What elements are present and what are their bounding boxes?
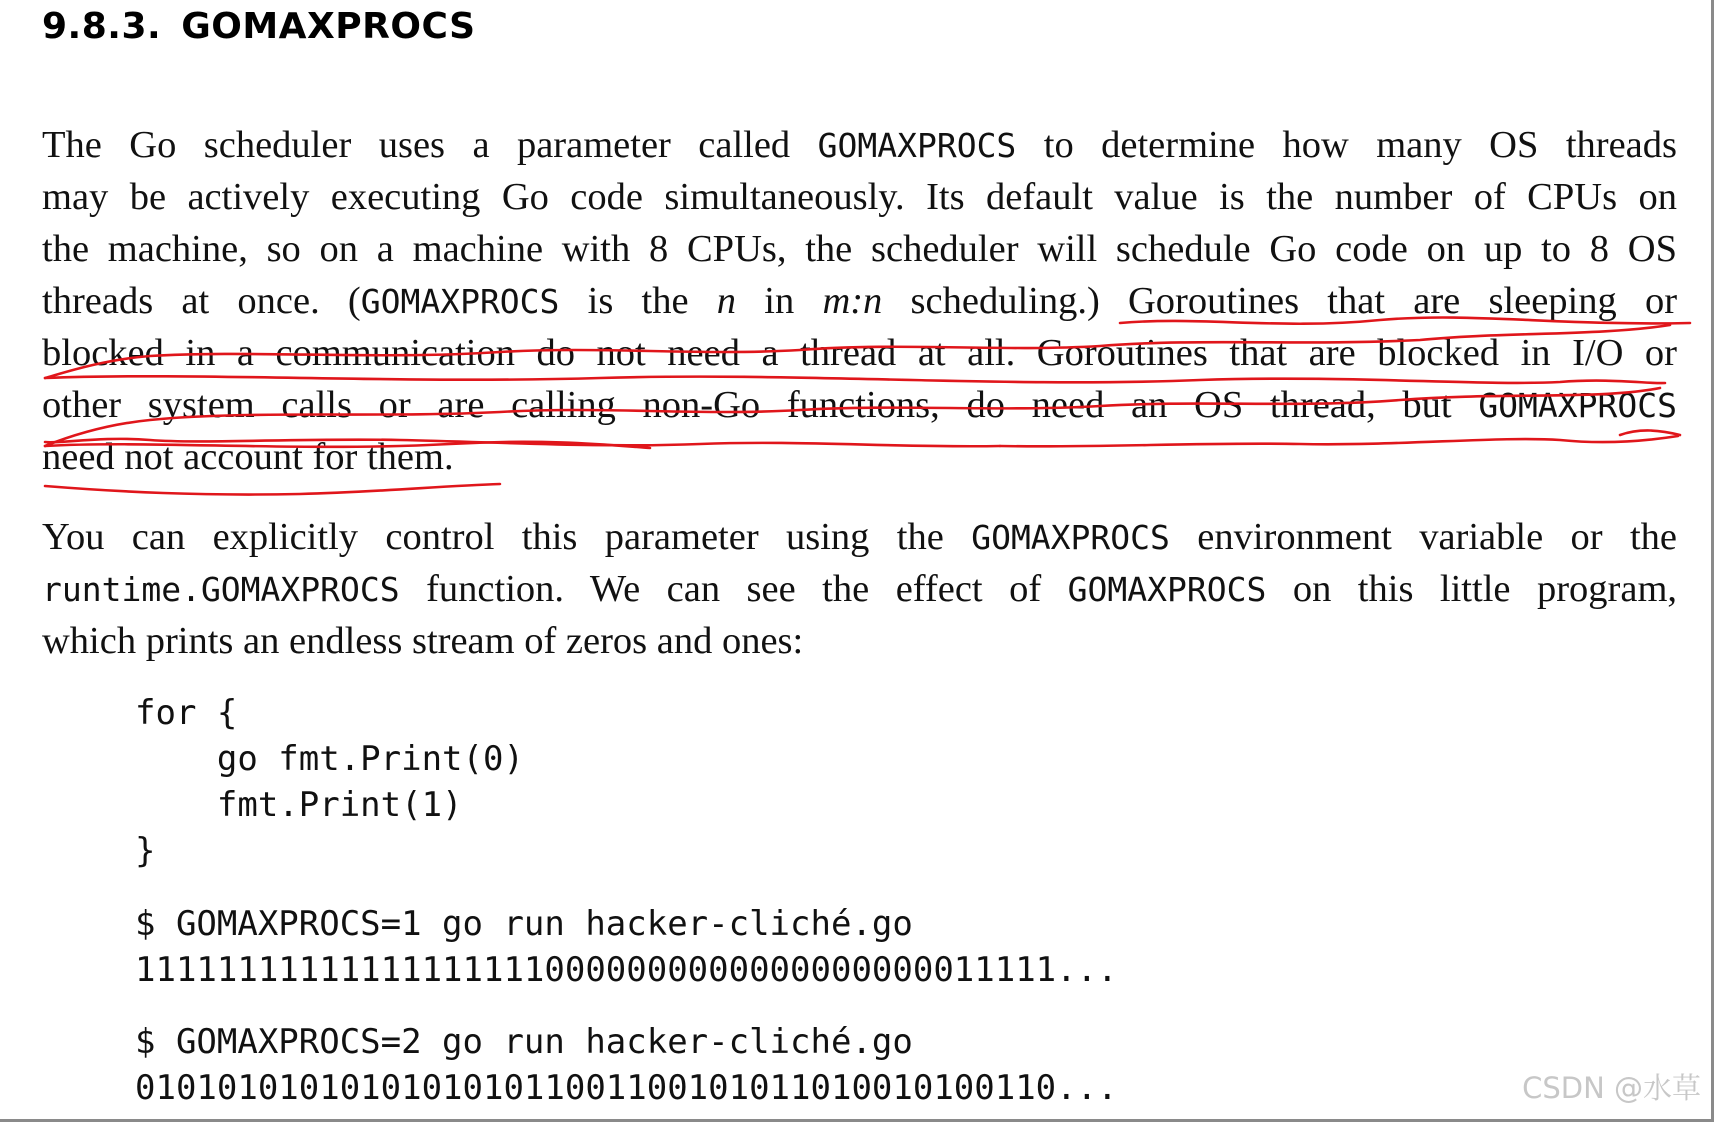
section-title: GOMAXPROCS: [181, 6, 476, 47]
terminal-output: 111111111111111111110000000000000000000011111...: [135, 950, 1118, 990]
paragraph-line: blocked in a communication do not need a thread at all. Goroutines that are blocked in I/O or: [42, 332, 1677, 374]
inline-code: GOMAXPROCS: [1478, 386, 1677, 425]
terminal-command: $ GOMAXPROCS=2 go run hacker-cliché.go: [135, 1022, 913, 1062]
paragraph-line: runtime.GOMAXPROCS function. We can see the effect of GOMAXPROCS on this little program,: [42, 568, 1678, 610]
paragraph-line: the machine, so on a machine with 8 CPUs, the scheduler will schedule Go code on up to 8 OS: [42, 228, 1677, 270]
underline-stroke: [45, 484, 500, 495]
inline-code: runtime.GOMAXPROCS: [42, 570, 400, 609]
paragraph-line: which prints an endless stream of zeros and ones:: [42, 620, 804, 662]
section-heading: [42, 6, 476, 47]
math-variable: n: [716, 280, 737, 322]
paragraph-line: threads at once. (GOMAXPROCS is the n in m:n scheduling.) Goroutines that are sleeping or: [42, 280, 1678, 322]
terminal-output: 010101010101010101011001100101011010010100110...: [135, 1068, 1118, 1108]
code-block-program: for { go fmt.Print(0) fmt.Print(1) }: [135, 693, 524, 871]
paragraph-scheduler: [42, 119, 1677, 483]
inline-code: GOMAXPROCS: [360, 282, 560, 321]
paragraph-line: other system calls or are calling non-Go functions, do need an OS thread, but GOMAXPROCS: [42, 384, 1677, 426]
paragraph-control: [42, 511, 1677, 667]
paragraph-line: The Go scheduler uses a parameter called GOMAXPROCS to determine how many OS threads: [42, 124, 1677, 166]
inline-code: GOMAXPROCS: [817, 126, 1017, 165]
watermark: CSDN @水草: [1522, 1071, 1701, 1105]
terminal-command: $ GOMAXPROCS=1 go run hacker-cliché.go: [135, 904, 913, 944]
math-variable: m:n: [822, 280, 883, 322]
inline-code: GOMAXPROCS: [1067, 570, 1267, 609]
paragraph-line: need not account for them.: [42, 436, 454, 478]
paragraph-line: You can explicitly control this parameter using the GOMAXPROCS environment variable or the: [42, 516, 1677, 558]
section-number: 9.8.3.: [42, 6, 162, 47]
paragraph-line: may be actively executing Go code simultaneously. Its default value is the number of CPUs on: [42, 176, 1677, 218]
inline-code: GOMAXPROCS: [971, 518, 1170, 557]
